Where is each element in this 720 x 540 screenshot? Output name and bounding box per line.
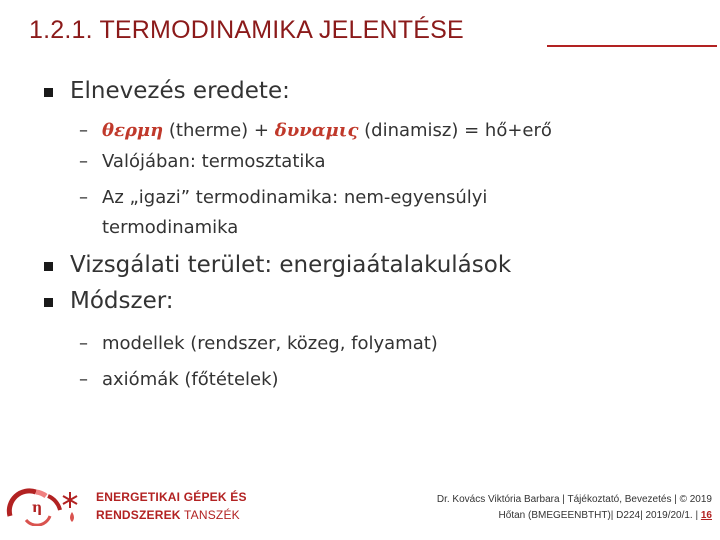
etymology-mid1: (therme) +	[163, 120, 275, 141]
logo-eta-glyph: η	[32, 500, 43, 516]
logo-line2	[96, 508, 240, 522]
flame-icon	[70, 512, 74, 522]
footer-line2	[437, 508, 712, 524]
dash-marker: –	[79, 120, 88, 141]
footer-course: Hőtan (BMEGEENBTHT)| D224| 2019/20/1. |	[498, 510, 701, 521]
etymology-mid2: (dinamisz) = hő+erő	[358, 120, 552, 141]
bullet-research-area: Vizsgálati terület: energiaátalakulások	[70, 252, 512, 278]
dash-marker: –	[79, 369, 88, 390]
subitem-thermostatics: Valójában: termosztatika	[102, 151, 326, 172]
logo-emblem-icon	[6, 486, 90, 526]
bullet-marker	[44, 262, 53, 271]
bullet-method: Módszer:	[70, 288, 174, 314]
logo-line2-bold: RENDSZEREK	[96, 508, 181, 522]
page-number: 16	[700, 510, 712, 521]
subitem-etymology	[102, 119, 552, 143]
greek-dynamis: δυναμις	[274, 120, 359, 141]
dash-marker: –	[79, 333, 88, 354]
bullet-marker	[44, 88, 53, 97]
subitem-axioms: axiómák (főtételek)	[102, 369, 279, 390]
subitem-real-thermodynamics-line2: termodinamika	[102, 217, 239, 238]
bullet-naming-origin: Elnevezés eredete:	[70, 78, 290, 104]
subitem-real-thermodynamics-line1: Az „igazi” termodinamika: nem-egyensúlyi	[102, 187, 488, 208]
logo-line1: ENERGETIKAI GÉPEK ÉS	[96, 490, 247, 504]
title-underline	[547, 45, 717, 47]
slide-title: 1.2.1. TERMODINAMIKA JELENTÉSE	[29, 16, 464, 44]
footer-line1: Dr. Kovács Viktória Barbara | Tájékoztató, Bevezetés | © 2019	[436, 494, 712, 505]
dash-marker: –	[79, 187, 88, 208]
snowflake-icon	[63, 492, 77, 508]
dash-marker: –	[79, 151, 88, 172]
greek-therme: θερμη	[102, 120, 164, 141]
department-logo	[6, 486, 247, 526]
bullet-marker	[44, 298, 53, 307]
footer	[437, 492, 712, 524]
subitem-models: modellek (rendszer, közeg, folyamat)	[102, 333, 438, 354]
logo-line2-rest: TANSZÉK	[180, 508, 240, 522]
